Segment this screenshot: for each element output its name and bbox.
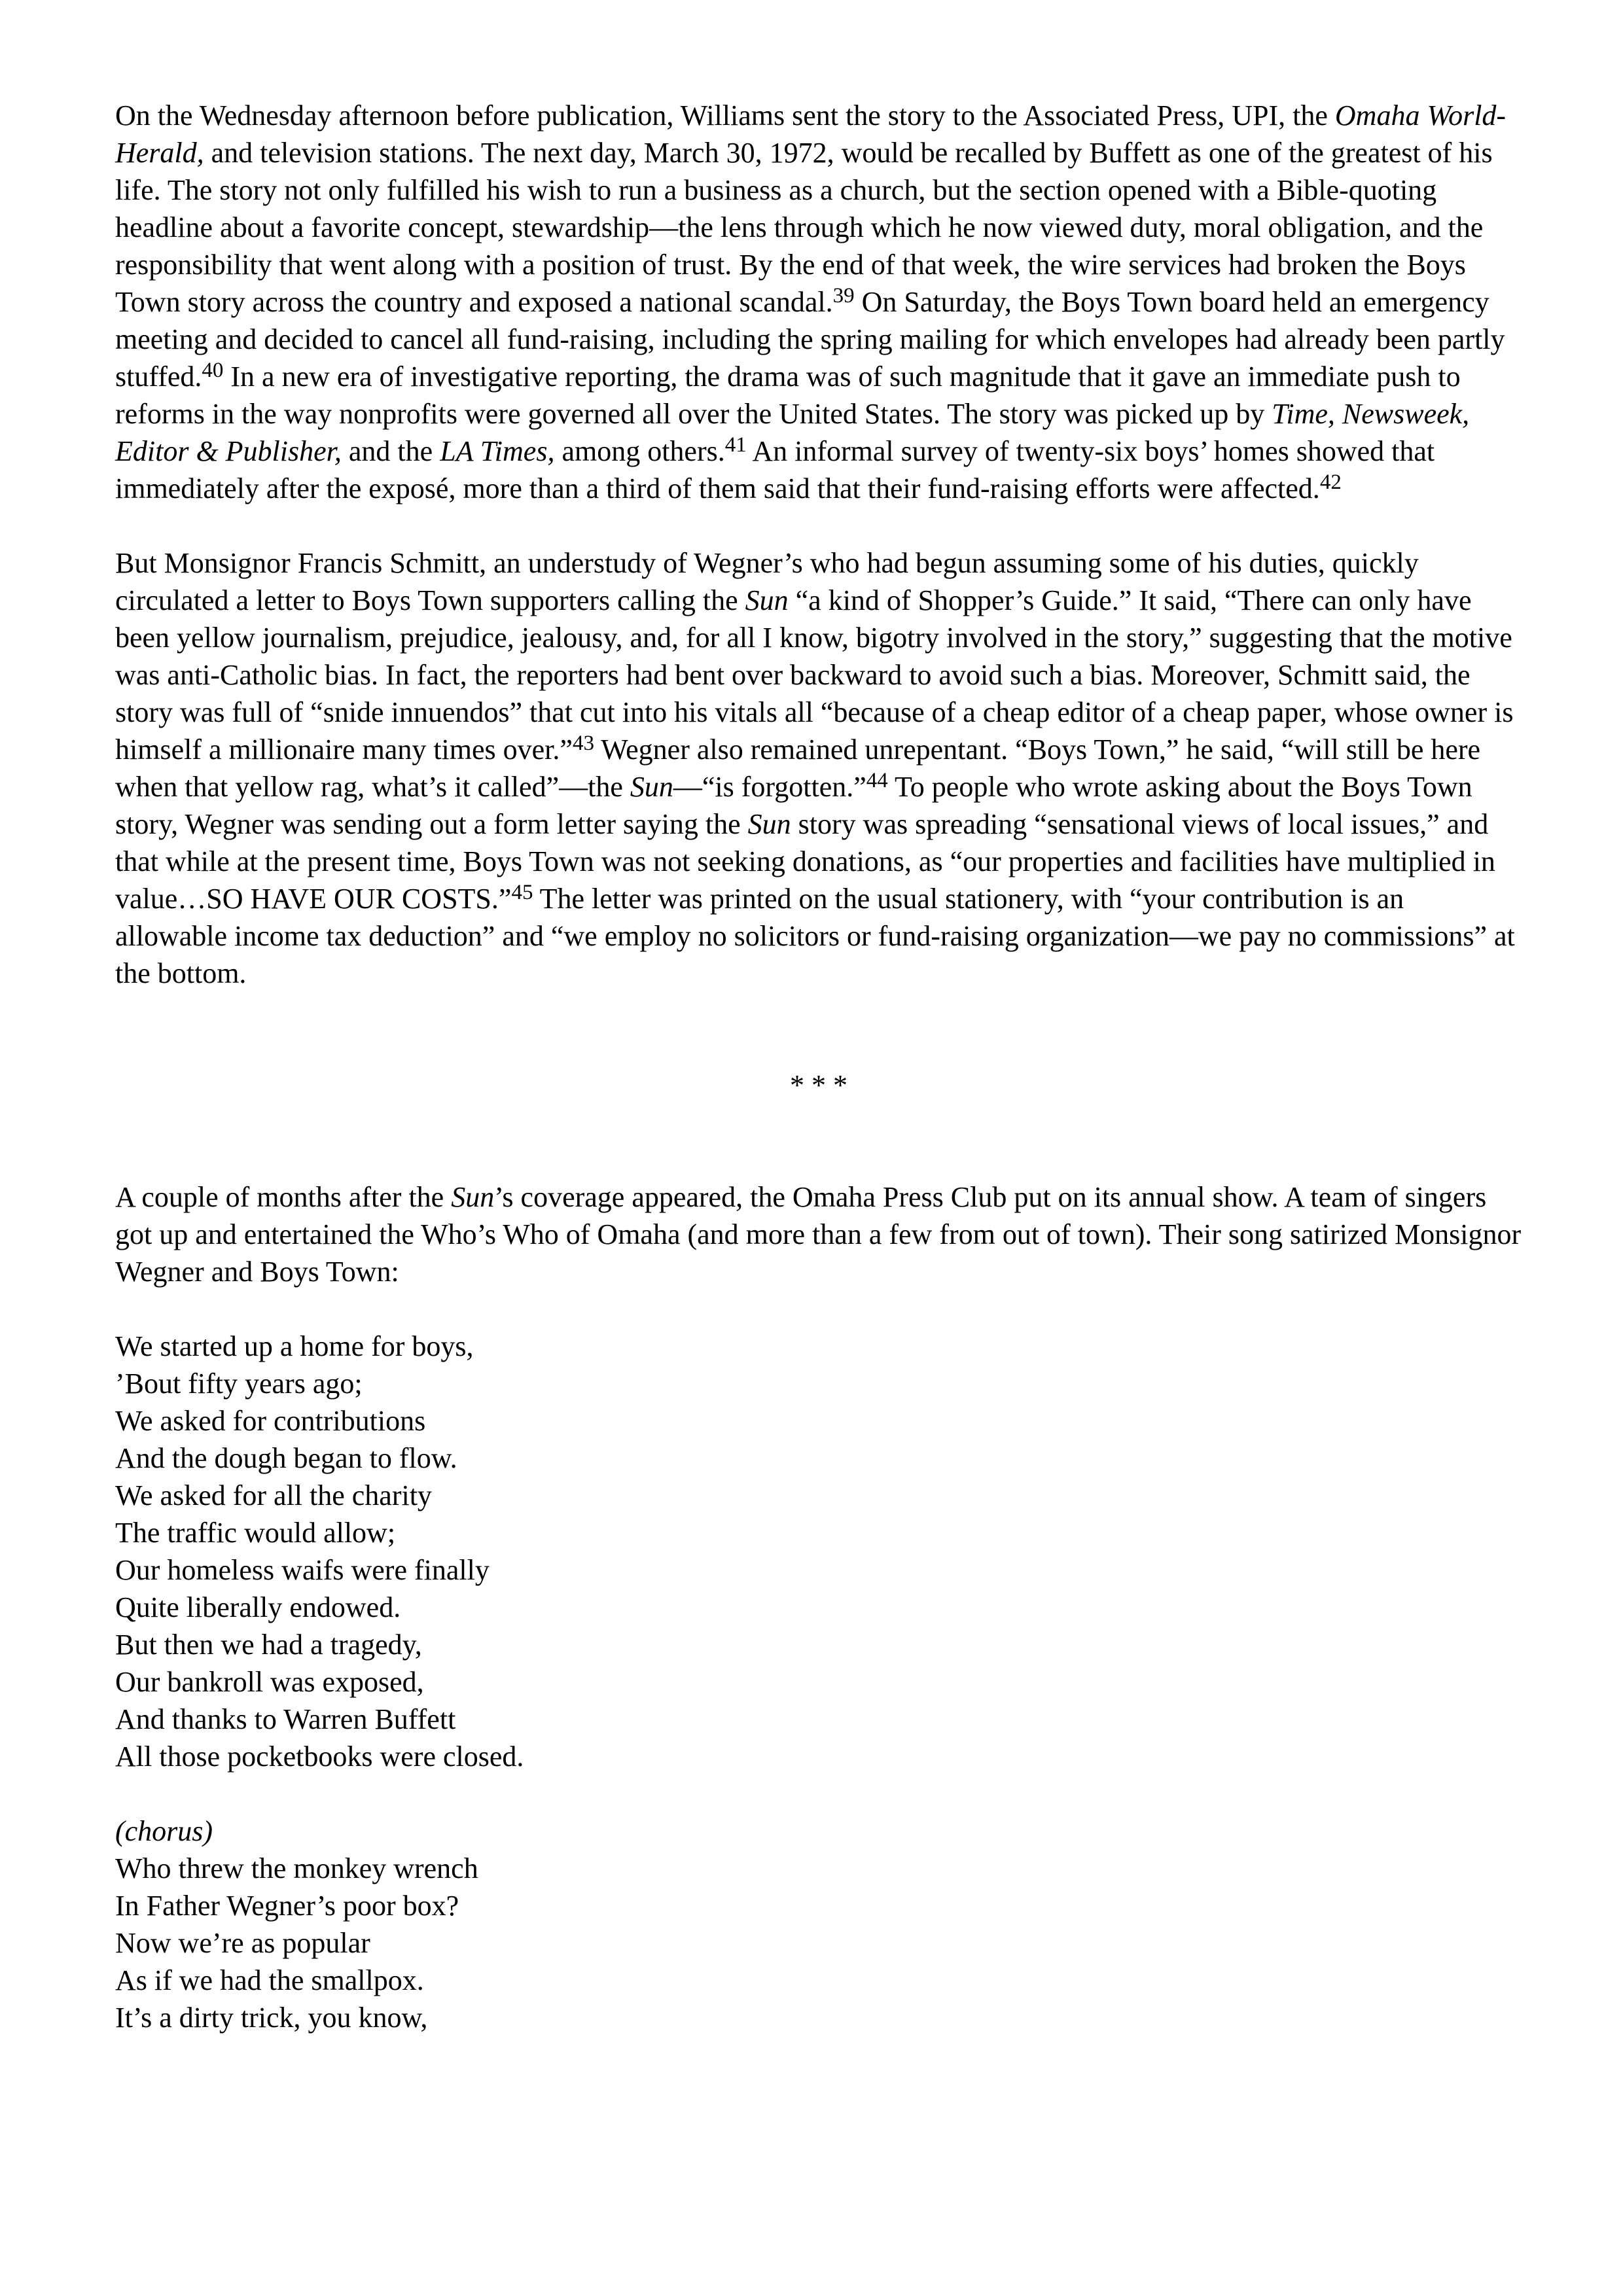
song-line: Our homeless waifs were finally xyxy=(115,1554,490,1586)
section-spacer xyxy=(115,1104,1522,1178)
song-line: ’Bout fifty years ago; xyxy=(115,1368,363,1400)
footnote-ref: 45 xyxy=(511,881,533,904)
song-verse xyxy=(115,1328,1522,1775)
text-run: On Saturday, the Boys Town board held an emergency meeting and decided to cancel all fund-raising, including the spring mailing for which envelopes had already been partly stuffed. xyxy=(115,286,1505,393)
document-page xyxy=(115,97,1522,2036)
footnote-ref: 43 xyxy=(572,732,594,755)
song-line: Now we’re as popular xyxy=(115,1927,370,1959)
section-spacer xyxy=(115,992,1522,1067)
paragraph-spacer xyxy=(115,507,1522,544)
text-run: “a kind of Shopper’s Guide.” It said, “There can only have been yellow journalism, prejudice, jealousy, and, for all I know, bigotry involved in the story,” suggesting that the motive was anti-Catholic bias. In fact, the reporters had bent over backward to avoid such a bias. Moreover, Schmitt said, the story was full of “snide innuendos” that cut into his vitals all “because of a cheap editor of a cheap paper, whose owner is himself a millionaire many times over.” xyxy=(115,584,1514,766)
song-line: And thanks to Warren Buffett xyxy=(115,1703,456,1735)
italic-text: Omaha World-Herald, xyxy=(115,99,1507,169)
italic-text: Sun xyxy=(630,771,673,803)
footnote-ref: 39 xyxy=(832,284,855,308)
italic-text: Sun xyxy=(747,808,791,840)
song-line: All those pocketbooks were closed. xyxy=(115,1740,524,1773)
italic-text: Sun xyxy=(451,1181,495,1213)
song-line: Quite liberally endowed. xyxy=(115,1591,401,1623)
italic-text: LA Times, xyxy=(440,435,555,467)
text-run: In a new era of investigative reporting, the drama was of such magnitude that it gave an immediate push to reforms in the way nonprofits were governed all over the United States. The story was picked up by xyxy=(115,361,1461,430)
song-line: It’s a dirty trick, you know, xyxy=(115,2002,428,2034)
song-line: And the dough began to flow. xyxy=(115,1442,457,1474)
text-run: ’s coverage appeared, the Omaha Press Club put on its annual show. A team of singers got up and entertained the Who’s Who of Omaha (and more than a few from out of town). Their song satirized Monsignor Wegner and Boys Town: xyxy=(115,1181,1522,1288)
footnote-ref: 40 xyxy=(202,359,224,382)
song-line: We asked for all the charity xyxy=(115,1479,432,1511)
paragraph-spacer xyxy=(115,1290,1522,1328)
italic-text: Time, Newsweek, Editor & Publisher, xyxy=(115,398,1470,467)
song-line: We asked for contributions xyxy=(115,1405,426,1437)
text-run: A couple of months after the xyxy=(115,1181,452,1213)
song-line: But then we had a tragedy, xyxy=(115,1629,422,1661)
text-run: and the xyxy=(341,435,440,467)
song-chorus xyxy=(115,1812,1522,2036)
song-line: We started up a home for boys, xyxy=(115,1330,474,1362)
song-line: The traffic would allow; xyxy=(115,1517,396,1549)
chorus-label: (chorus) xyxy=(115,1815,213,1847)
song-line: Our bankroll was exposed, xyxy=(115,1666,424,1698)
italic-text: Sun xyxy=(745,584,789,616)
footnote-ref: 44 xyxy=(866,769,888,792)
paragraph-spacer xyxy=(115,1775,1522,1812)
paragraph-press-club xyxy=(115,1178,1522,1290)
text-run: On the Wednesday afternoon before publication, Williams sent the story to the Associated Press, UPI, the xyxy=(115,99,1335,132)
footnote-ref: 41 xyxy=(724,433,747,457)
text-run: Wegner also remained unrepentant. “Boys Town,” he said, “will still be here when that yellow rag, what’s it called”—the xyxy=(115,733,1481,803)
text-run: But Monsignor Francis Schmitt, an understudy of Wegner’s who had begun assuming some of his duties, quickly circulated a letter to Boys Town supporters calling the xyxy=(115,547,1419,616)
chorus-lines xyxy=(115,1850,1522,2036)
text-run: To people who wrote asking about the Boys Town story, Wegner was sending out a form letter saying the xyxy=(115,771,1472,840)
song-line: As if we had the smallpox. xyxy=(115,1964,424,1996)
song-line: Who threw the monkey wrench xyxy=(115,1852,478,1884)
paragraph-schmitt-response xyxy=(115,544,1522,992)
text-run: An informal survey of twenty-six boys’ homes showed that immediately after the exposé, more than a third of them said that their fund-raising efforts were affected. xyxy=(115,435,1435,504)
text-run: and television stations. The next day, March 30, 1972, would be recalled by Buffett as one of the greatest of his life. The story not only fulfilled his wish to run a business as a church, but the section opened with a Bible-quoting headline about a favorite concept, stewardship—the lens through which he now viewed duty, moral obligation, and the responsibility that went along with a position of trust. By the end of that week, the wire services had broken the Boys Town story across the country and exposed a national scandal. xyxy=(115,137,1493,318)
paragraph-publication xyxy=(115,97,1522,507)
footnote-ref: 42 xyxy=(1319,470,1342,494)
text-run: story was spreading “sensational views of local issues,” and that while at the present time, Boys Town was not seeking donations, as “our properties and facilities have multiplied in value…SO HAVE OUR COSTS.” xyxy=(115,808,1495,915)
song-line: In Father Wegner’s poor box? xyxy=(115,1890,459,1922)
text-run: —“is forgotten.” xyxy=(673,771,866,803)
text-run: among others. xyxy=(554,435,725,467)
text-run: The letter was printed on the usual stationery, with “your contribution is an allowable income tax deduction” and “we employ no solicitors or fund-raising organization—we pay no commissions” at the bottom. xyxy=(115,883,1515,989)
section-break: * * * xyxy=(790,1069,847,1101)
